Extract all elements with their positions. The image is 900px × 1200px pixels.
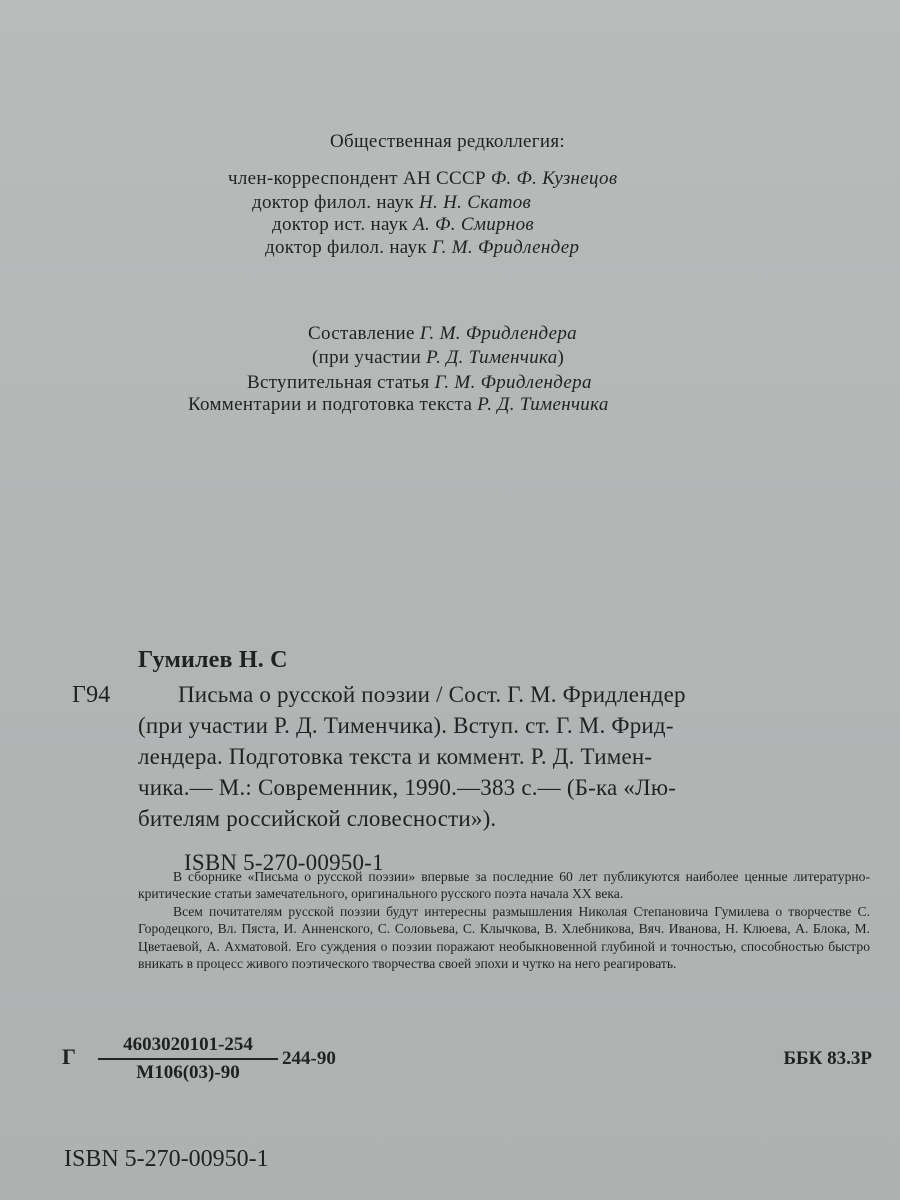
board-member-1 <box>228 168 617 190</box>
credit-role: (при участии <box>312 347 422 368</box>
credit-compilation <box>308 323 577 345</box>
board-member-name: А. Ф. Смирнов <box>413 214 534 235</box>
board-member-title: доктор ист. наук <box>272 214 409 235</box>
bibliographic-line: Письма о русской поэзии / Сост. Г. М. Фридлендер <box>178 682 686 707</box>
fraction-denominator: М106(03)-90 <box>136 1062 240 1083</box>
annotation-paragraph: В сборнике «Письма о русской поэзии» впервые за последние 60 лет публикуются наиболее ценные литературно-критические статьи замечательного, оригинального русского поэта начала XX века. <box>138 869 870 902</box>
credit-participation <box>312 347 564 369</box>
board-member-3 <box>272 214 534 236</box>
classification-fraction <box>98 1034 278 1084</box>
fraction-numerator: 4603020101-254 <box>98 1034 278 1060</box>
credit-name: Г. М. Фридлендера <box>419 323 577 344</box>
bibliographic-author: Гумилев Н. С <box>138 647 288 673</box>
board-member-name: Г. М. Фридлендер <box>431 237 580 258</box>
board-member-title: доктор филол. наук <box>265 237 427 258</box>
board-member-name: Ф. Ф. Кузнецов <box>490 168 618 189</box>
board-member-2 <box>252 192 531 214</box>
credit-role: Вступительная статья <box>247 372 430 393</box>
classification-code: 244-90 <box>282 1048 336 1069</box>
credit-name: Р. Д. Тименчика <box>426 347 558 368</box>
credit-role: Комментарии и подготовка текста <box>188 394 473 415</box>
isbn-catalog: ISBN 5-270-00950-1 <box>184 850 384 875</box>
annotation <box>138 868 870 972</box>
isbn-footer: ISBN 5-270-00950-1 <box>64 1146 269 1172</box>
board-member-4 <box>265 237 579 259</box>
credit-name: Г. М. Фридлендера <box>434 372 592 393</box>
annotation-paragraph: Всем почитателям русской поэзии будут интересны размышления Николая Степановича Гумилева о творчестве С. Городецкого, Вл. Пяста, И. Анненского, С. Соловьева, С. Клычкова, В. Хлебникова, Вяч. Иванова, Н. Клюева, А. Блока, М. Цветаевой, А. Ахматовой. Его суждения о поэзии поражают необыкновенной глубиной и точностью, способностью быстро вникать в процесс живого поэтического творчества своей эпохи и чутко на него реагировать. <box>138 903 870 972</box>
library-code: Г94 <box>72 682 111 708</box>
board-member-title: доктор филол. наук <box>252 192 414 213</box>
credit-commentary <box>188 394 609 416</box>
bibliographic-line: (при участии Р. Д. Тименчика). Вступ. ст. Г. М. Фрид- <box>138 713 674 738</box>
classification-block <box>62 1034 872 1094</box>
credit-introduction <box>247 372 592 394</box>
credit-name: Р. Д. Тименчика <box>477 394 609 415</box>
editorial-board-heading: Общественная редколлегия: <box>330 131 565 152</box>
credit-role: Составление <box>308 323 415 344</box>
classification-letter: Г <box>62 1044 76 1069</box>
bibliographic-line: чика.— М.: Современник, 1990.—383 с.— (Б-ка «Лю- <box>138 775 677 800</box>
board-member-title: член-корреспондент АН СССР <box>228 168 486 189</box>
bbk-code: ББК 83.3Р <box>783 1048 872 1069</box>
credit-suffix: ) <box>557 347 565 368</box>
board-member-name: Н. Н. Скатов <box>418 192 532 213</box>
bibliographic-line: бителям российской словесности»). <box>138 806 497 831</box>
bibliographic-line: лендера. Подготовка текста и коммент. Р. Д. Тимен- <box>138 744 653 769</box>
